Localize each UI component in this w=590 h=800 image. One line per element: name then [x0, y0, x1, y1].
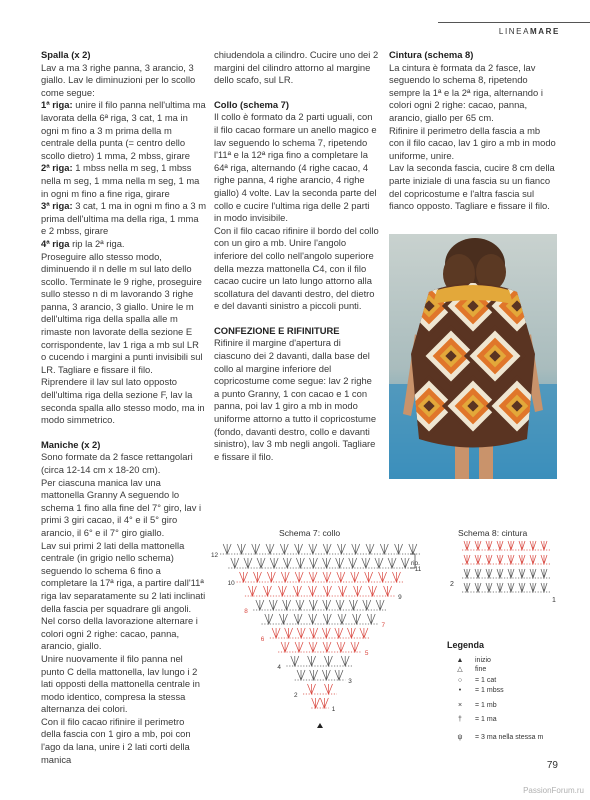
stitch-fan — [379, 572, 387, 582]
slip-stitch-icon: • — [458, 686, 462, 694]
row-number: 7 — [381, 622, 386, 629]
stitch-fan — [363, 600, 371, 610]
stitch-fan — [281, 642, 289, 652]
stitch-fan — [395, 544, 403, 554]
instruction-row-3: 3ª riga: 3 cat, 1 ma in ogni m fino a 3 m prima dell'ultima ma della riga, 1 mma e 2 mbss, girare — [41, 200, 207, 237]
instruction-row-4: 4ª riga rip la 2ª riga. — [41, 237, 125, 249]
stitch-fan — [323, 614, 331, 624]
paragraph-continue: Proseguire allo stesso modo, diminuendo il n delle m sul lato dello scollo. Terminate le 9 righe, proseguire sullo stesso n di m lavorando 3 righe panna, 3 arancio, 3 giallo. Unire le m dell'ultima riga della spalla alle m rimaste non lavorate della sezione E corrispondente, lav 1 riga a mb sul LR o cucendo i margini a punti invisibili sul LR. Tagliare e fissare il filo. — [41, 250, 203, 375]
paragraph-spalla: Lav a ma 3 righe panna, 3 arancio, 3 giallo. Lav le diminuzioni per lo scollo come segue: — [41, 61, 196, 98]
stitch-fan — [508, 583, 514, 592]
row-number: 12 — [211, 552, 219, 559]
stitch-fan — [309, 544, 317, 554]
stitch-fan — [335, 628, 343, 638]
stitch-fan — [309, 600, 317, 610]
triple-cluster-icon: ψ — [457, 733, 463, 741]
stitch-fan — [362, 558, 370, 568]
stitch-fan — [541, 583, 547, 592]
paragraph-maniche-4: Nel corso della lavorazione alternare i colori ogni 2 righe: cacao, panna, arancio, giallo. — [41, 615, 198, 652]
legend-label: = 1 cat — [475, 676, 497, 684]
stitch-fan — [392, 572, 400, 582]
stitch-fan — [486, 583, 492, 592]
row-number: 3 — [348, 678, 352, 685]
stitch-fan — [351, 642, 359, 652]
stitch-fan — [231, 558, 239, 568]
legend-item — [447, 665, 557, 675]
stitch-fan — [272, 628, 280, 638]
stitch-fan — [324, 656, 332, 666]
paragraph-cintura-2: Rifinire il perimetro della fascia a mb con il filo cacao, lav 1 giro a mb in modo uniforme, unire. — [389, 124, 556, 161]
stitch-fan — [464, 569, 470, 578]
stitch-fan — [322, 628, 330, 638]
stitch-fan — [353, 614, 361, 624]
row-number: 6 — [260, 636, 265, 643]
paragraph-maniche-5: Unire nuovamente il filo panna nel punto C della mattonella, lav lungo i 2 lati opposti della mattonella centrale in modo identico, compresa la stessa alternanza dei colori. — [41, 652, 200, 715]
stitch-fan — [336, 600, 344, 610]
stitch-fan — [497, 555, 503, 564]
legend-label: inizio — [475, 656, 491, 664]
legend-label: fine — [475, 665, 487, 673]
stitch-fan — [312, 698, 320, 708]
stitch-fan — [354, 586, 362, 596]
schema-8-diagram — [432, 540, 558, 612]
stitch-fan — [337, 572, 345, 582]
stitch-fan — [497, 569, 503, 578]
stitch-fan — [337, 544, 345, 554]
stitch-fan — [336, 558, 344, 568]
stitch-fan — [296, 558, 304, 568]
stitch-fan — [263, 586, 271, 596]
stitch-fan — [308, 586, 316, 596]
stitch-fan — [388, 558, 396, 568]
stitch-fan — [323, 600, 331, 610]
instruction-row-2: 2ª riga: 1 mbss nella m seg, 1 mbss nella m seg, 1 mma nella m seg, 1 ma in ogni m fino a fine riga, girare — [41, 162, 200, 199]
stitch-fan — [308, 684, 316, 694]
paragraph-cintura-1: La cintura è formata da 2 fasce, lav seguendo lo schema 8, ripetendo sempre la 1ª e la 2ª riga, alternando i colori ogni 2 righe: cacao, panna, arancio, giallo per 65 cm. — [389, 61, 543, 123]
stitch-fan — [349, 600, 357, 610]
stitch-fan — [267, 572, 275, 582]
stitch-fan — [366, 544, 374, 554]
stitch-fan — [248, 586, 256, 596]
stitch-fan — [519, 569, 525, 578]
stitch-fan — [323, 558, 331, 568]
legend — [447, 639, 557, 748]
stitch-fan — [541, 555, 547, 564]
stitch-fan — [310, 628, 318, 638]
stitch-fan — [519, 541, 525, 550]
brand-logo: LINEAMARE — [498, 27, 560, 36]
stitch-fan — [270, 558, 278, 568]
paragraph-collo-2: Con il filo cacao rifinire il bordo del collo con un giro a mb. Unire l'angolo inferiore del collo nell'angolo superiore della mezza mattonella C4, con il filo cacao cucire un lato lungo attorno alla scollatura del davanti destro, del dietro e del davanti sinistro a piccoli punti. — [214, 224, 379, 312]
stitch-fan — [323, 572, 331, 582]
row-number: 9 — [398, 594, 402, 601]
paragraph-maniche-1: Sono formate da 2 fasce rettangolari (circa 12-14 cm x 18-20 cm). — [41, 451, 193, 475]
row-number: 1 — [331, 706, 336, 713]
paragraph-maniche-continued: chiudendola a cilindro. Cucire uno dei 2 margini del cilindro attorno al margine dello scafo, sul LR. — [214, 49, 379, 86]
stitch-fan — [497, 541, 503, 550]
stitch-fan — [409, 544, 417, 554]
stitch-fan — [297, 628, 305, 638]
stitch-fan — [486, 569, 492, 578]
paragraph-cintura-3: Lav la seconda fascia, cucire 8 cm della parte iniziale di una fascia su un fianco del copricostume e l'altra fascia sul fianco opposto. Tagliare e fissare il filo. — [389, 162, 555, 212]
stitch-fan — [475, 541, 481, 550]
stitch-fan — [253, 572, 261, 582]
stitch-fan — [244, 558, 252, 568]
paragraph-collo-1: Il collo è formato da 2 parti uguali, con il filo cacao formare un anello magico e lav seguendo lo schema 7, ripetendo l'11ª e la 12ª riga fino a completare la 64ª riga, alternando (4 righe cacao, 4 righe panna, 4 righe arancio, 4 righe giallo) 4 volte. Lav la seconda parte del collo e cucire l'ultima riga delle 2 parti in modo invisibile. — [214, 111, 377, 224]
stitch-fan — [530, 541, 536, 550]
stitch-fan — [384, 586, 392, 596]
paragraph-maniche-2: Per ciascuna manica lav una mattonella Granny A seguendo lo schema 1 fino alla fine del 7° giro, lav i primi 3 giri cacao, il 4° e il 5° giro arancio, il 6° e il 7° giro giallo. — [41, 476, 202, 538]
stitch-fan — [464, 583, 470, 592]
stitch-fan — [295, 544, 303, 554]
filled-triangle-icon: ▲ — [456, 656, 464, 664]
stitch-fan — [352, 544, 360, 554]
stitch-fan — [375, 558, 383, 568]
stitch-fan — [237, 544, 245, 554]
stitch-fan — [266, 544, 274, 554]
page-number: 79 — [546, 760, 558, 771]
stitch-fan — [367, 614, 375, 624]
stitch-fan — [320, 698, 328, 708]
section-heading-confezione: CONFEZIONE E RIFINITURE — [214, 324, 340, 336]
stitch-fan — [475, 583, 481, 592]
stitch-fan — [291, 656, 299, 666]
stitch-fan — [252, 544, 260, 554]
stitch-fan — [497, 583, 503, 592]
row-number: 10 — [227, 580, 235, 587]
brand-header — [0, 0, 590, 36]
row-number: 5 — [364, 650, 369, 657]
row-number: 8 — [244, 608, 248, 615]
paragraph-second-shoulder: Riprendere il lav sul lato opposto dell'ultima riga della sezione F, lav la seconda spalla allo stesso modo, ma in modo simmetrico. — [41, 376, 205, 426]
stitch-fan — [530, 569, 536, 578]
stitch-fan — [351, 572, 359, 582]
stitch-fan — [295, 642, 303, 652]
paragraph-maniche-3: Lav sui primi 2 lati della mattonella centrale (in grigio nello schema) seguendo lo schema 6 fino a completare la 17ª riga, a partire dall'11ª riga lav separatamente su 2 lati inclinati della fascia per squadrare gli angoli. — [41, 539, 206, 614]
stitch-fan — [323, 544, 331, 554]
legend-label: = 1 mb — [475, 701, 497, 709]
chain-icon: ○ — [457, 676, 463, 684]
section-heading-cintura: Cintura (schema 8) — [389, 49, 474, 60]
stitch-fan — [324, 586, 332, 596]
legend-item — [447, 701, 557, 711]
legend-item — [447, 733, 557, 743]
stitch-fan — [376, 600, 384, 610]
stitch-fan — [281, 572, 289, 582]
stitch-fan — [365, 572, 373, 582]
stitch-fan — [530, 555, 536, 564]
stitch-fan — [309, 642, 317, 652]
half-double-icon: † — [458, 715, 462, 723]
outline-triangle-icon: △ — [457, 665, 463, 673]
stitch-fan — [401, 558, 409, 568]
stitch-fan — [486, 555, 492, 564]
stitch-fan — [322, 670, 330, 680]
stitch-fan — [369, 586, 377, 596]
stitch-fan — [283, 600, 291, 610]
row-number: 4 — [277, 664, 281, 671]
single-crochet-icon: × — [457, 701, 463, 709]
stitch-fan — [464, 555, 470, 564]
model-photo — [389, 234, 557, 479]
stitch-fan — [278, 586, 286, 596]
stitch-fan — [486, 541, 492, 550]
column-2 — [214, 49, 379, 463]
stitch-fan — [309, 614, 317, 624]
legend-item — [447, 676, 557, 686]
column-1 — [41, 49, 206, 766]
stitch-fan — [349, 558, 357, 568]
row-number: 11 — [414, 566, 422, 573]
stitch-fan — [257, 558, 265, 568]
stitch-fan — [508, 569, 514, 578]
watermark-credit: PassionForum.ru — [523, 786, 584, 795]
stitch-fan — [269, 600, 277, 610]
stitch-fan — [380, 544, 388, 554]
stitch-fan — [309, 558, 317, 568]
stitch-fan — [347, 628, 355, 638]
schema-7-diagram — [205, 540, 435, 750]
stitch-fan — [256, 600, 264, 610]
stitch-fan — [337, 642, 345, 652]
stitch-fan — [279, 614, 287, 624]
stitch-fan — [223, 544, 231, 554]
stitch-fan — [293, 586, 301, 596]
stitch-fan — [360, 628, 368, 638]
stitch-fan — [280, 544, 288, 554]
schema-8-title: Schema 8: cintura — [458, 528, 528, 538]
stitch-fan — [309, 572, 317, 582]
stitch-fan — [296, 600, 304, 610]
section-heading-spalla: Spalla (x 2) — [41, 49, 91, 60]
stitch-fan — [508, 541, 514, 550]
row-number: 1 — [552, 597, 556, 604]
paragraph-maniche-6: Con il filo cacao rifinire il perimetro della fascia con 1 giro a mb, poi con l'ago da lana, unire i 2 lati corti della manica — [41, 715, 191, 765]
repeat-label: rip. — [411, 560, 420, 567]
legend-title: Legenda — [447, 640, 485, 650]
section-heading-collo: Collo (schema 7) — [214, 98, 290, 110]
stitch-fan — [308, 656, 316, 666]
stitch-fan — [541, 541, 547, 550]
legend-label: = 1 ma — [475, 715, 497, 723]
brand-divider — [438, 22, 590, 23]
stitch-fan — [475, 569, 481, 578]
stitch-fan — [464, 541, 470, 550]
stitch-fan — [265, 614, 273, 624]
stitch-fan — [325, 684, 333, 694]
legend-label: = 1 mbss — [475, 686, 504, 694]
section-heading-maniche: Maniche (x 2) — [41, 438, 101, 450]
schema-7-title: Schema 7: collo — [279, 528, 341, 538]
stitch-fan — [285, 628, 293, 638]
legend-item — [447, 686, 557, 696]
stitch-fan — [508, 555, 514, 564]
stitch-fan — [541, 569, 547, 578]
stitch-fan — [240, 572, 248, 582]
stitch-fan — [335, 670, 343, 680]
start-triangle-icon — [317, 723, 323, 728]
stitch-fan — [283, 558, 291, 568]
stitch-fan — [323, 642, 331, 652]
stitch-fan — [519, 583, 525, 592]
stitch-fan — [338, 614, 346, 624]
stitch-fan — [341, 656, 349, 666]
stitch-fan — [295, 572, 303, 582]
legend-label: = 3 ma nella stessa m — [475, 733, 544, 741]
stitch-fan — [294, 614, 302, 624]
row-number: 2 — [294, 692, 298, 699]
paragraph-confezione: Rifinire il margine d'apertura di ciascuno dei 2 davanti, dalla base del collo al margine inferiore del copricostume come segue: lav 2 righe a punto Granny, 1 con cacao e 1 con panna, poi lav 1 giro a mb in modo uniforme attorno a tutto il copricostume (fondo, davanti destro, collo e davanti sinistro), lav 3 mb negli angoli. Tagliare e fissare il filo. — [214, 337, 377, 462]
stitch-fan — [519, 555, 525, 564]
stitch-fan — [297, 670, 305, 680]
stitch-fan — [530, 583, 536, 592]
column-3 — [389, 49, 557, 213]
instruction-row-1: 1ª riga: unire il filo panna nell'ultima ma lavorata della 6ª riga, 3 cat, 1 ma in ogni m fino a 3 m prima della m centrale della punta (= centro dello scollo dietro) 1 mma, 2 mbss, girare — [41, 99, 206, 161]
stitch-fan — [310, 670, 318, 680]
stitch-fan — [339, 586, 347, 596]
legend-item — [447, 715, 557, 725]
row-number: 2 — [450, 581, 454, 588]
stitch-fan — [475, 555, 481, 564]
